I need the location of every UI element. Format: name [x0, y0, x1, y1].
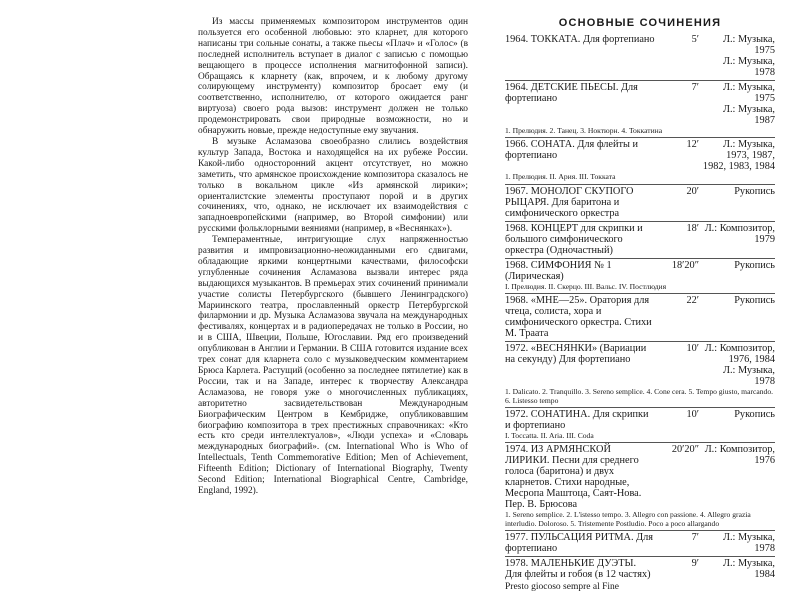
- article-paragraph: Темпераментные, интригующие слух напряженностью развития и импровизационно-неожиданными его сдвигами, обладающие яркими концертными качествами, философски углубленные сочинения Асламазова вызвали интерес ряда выдающихся музыкантов. В премьерах этих сочинений принимали участие солисты Петербургского (бывшего Ленинградского) Мариинского театра, прославленный оркестр Петербургской филармонии и др. Музыка Асламазова звучала на международных фестивалях, концертах и в радиопередачах не только в России, но и в США, Швеции, Польше, Югославии. Ряд его произведений опубликован в Англии и Германии. В США готовится издание всех трех сонат для кларнета соло с музыковедческим комментарием Брюса Карлета. Растущий (особенно за последнее пятилетие) как в России, так и на Западе, интерес к творчеству Александра Асламазова, не говоря уже о многочисленных публикациях, авторитетно засвидетельствован Международным Биографическим Центром в Кембридже, опубликовавшим биографию композитора в трех престижных справочниках: «Кто есть кто среди интеллектуалов», «Люди успеха» и «Словарь международных биографий». (см. International Who is Who of Intellectuals, Tenth Commemorative Edition; Men of Achievement, Fifteenth Edition; Dictionary of International Biography, Twenty Second Edition; International Biographical Centre, Cambridge, England, 1992).: [198, 235, 468, 496]
- article-paragraph: В музыке Асламазова своеобразно слились воздействия культур Запада, Востока и находящейся на их рубеже России. Какой-либо односторонний акцент отсутствует, но можно заметить, что армянское происхождение композитора сказалось не только в вокальном цикле «Из армянской лирики»; ориенталистские элементы проступают порой и в других сочинениях, что, однако, не исключает их взаимодействия с западноевропейскими (например, во Второй симфонии) или русскими фольклорными веяниями (например, в «Веснянках»).: [198, 136, 468, 235]
- work-publication: Л.: Музыка, 1978: [722, 532, 775, 555]
- work-entry: [505, 222, 775, 259]
- work-duration: 20′20″: [671, 444, 699, 456]
- works-title: ОСНОВНЫЕ СОЧИНЕНИЯ: [558, 17, 722, 29]
- work-duration: 22′: [686, 295, 699, 307]
- work-publication: Л.: Музыка, 1973, 1987, 1982, 1983, 1984: [702, 139, 775, 173]
- work-duration: 5′: [691, 34, 699, 45]
- work-duration: 18′: [686, 222, 699, 234]
- work-row: [505, 34, 775, 78]
- work-title: 1964. ДЕТСКИЕ ПЬЕСЫ. Для фортепиано: [505, 82, 638, 104]
- work-title: 1978. МАЛЕНЬКИЕ ДУЭТЫ. Для флейты и гобоя (в 12 частях): [505, 558, 651, 581]
- work-duration: 9′: [691, 558, 699, 570]
- work-entry: [505, 294, 775, 342]
- work-parts: 1. Sereno semplice. 2. L'istesso tempo. 3. Allegro con passione. 4. Allegro grazia interludio. Doloroso. 5. Tristemente Postludio. Poco a poco allargando: [505, 510, 751, 528]
- work-publication: Л.: Композитор, 1976: [704, 444, 775, 467]
- work-entry: [505, 557, 775, 582]
- article-text: [198, 17, 468, 497]
- work-row: [505, 343, 775, 387]
- work-publication: Рукопись: [734, 295, 775, 307]
- work-parts: 1. Прелюдия. II. Ария. III. Токката: [505, 172, 616, 182]
- work-duration: 7′: [691, 532, 699, 544]
- work-parts: I. Прелюдия. II. Скерцо. III. Вальс. IV. Постлюдия: [505, 281, 667, 291]
- work-title: 1968. КОНЦЕРТ для скрипки и большого симфонического оркестра (Одночастный): [505, 222, 643, 256]
- work-duration: 18′20″: [671, 259, 699, 271]
- work-entry: [505, 342, 775, 408]
- work-parts: 1. Прелюдия. 2. Танец. 3. Ноктюрн. 4. Токкатина: [505, 126, 663, 135]
- works-container: [505, 33, 775, 582]
- work-row: [505, 558, 775, 580]
- work-row: [505, 532, 775, 554]
- work-entry: [505, 185, 775, 222]
- work-row: [505, 82, 775, 126]
- work-title: 1968. «МНЕ—25». Оратория для чтеца, солиста, хора и симфонического оркестра. Стихи М. Траата: [505, 295, 652, 340]
- article-paragraph: Из массы применяемых композитором инструментов один пользуется его особенной любовью: это кларнет, для которого написаны три сольные сонаты, а также пьесы «Плач» и «Голос» (в последней исполнитель вступает в диалог с записью с помощью вещающего в процессе исполнения магнитофонной записи). Обращаясь к кларнету (как, впрочем, и к любому другому солирующему инструменту) композитор бросает ему (и соответственно, исполнителю, от которого ожидается ранг виртуоза) своего рода вызов: инструмент должен не только продемонстрировать свои природные возможности, но и обнаружить новые, прежде недоступные ему звучания.: [198, 17, 468, 137]
- work-publication: Л.: Композитор, 1979: [704, 222, 775, 245]
- work-row: [505, 409, 775, 431]
- work-publication: Л.: Музыка, 1975 Л.: Музыка, 1987: [722, 82, 775, 126]
- work-entry: [505, 81, 775, 138]
- work-row: [505, 444, 775, 510]
- work-parts: I. Toccatta. II. Aria. III. Coda: [505, 431, 594, 441]
- work-publication: Л.: Композитор, 1976, 1984 Л.: Музыка, 1978: [704, 343, 775, 388]
- work-entry: [505, 138, 775, 184]
- work-title: 1974. ИЗ АРМЯНСКОЙ ЛИРИКИ. Песни для среднего голоса (баритона) и двух кларнетов. Стихи народные, Месропа Маштоца, Саят-Нова. Пер. В. Брюсова: [505, 444, 642, 511]
- work-row: [505, 186, 775, 219]
- work-entry: [505, 33, 775, 81]
- work-row: [505, 295, 775, 339]
- work-duration: 12′: [686, 139, 699, 151]
- work-publication: Рукопись: [734, 409, 775, 421]
- work-entry: [505, 443, 775, 531]
- work-title: 1967. МОНОЛОГ СКУПОГО РЫЦАРЯ. Для баритона и симфонического оркестра: [505, 185, 634, 219]
- work-publication: Рукопись: [734, 259, 775, 271]
- work-entry: [505, 259, 775, 294]
- work-duration: 10′: [686, 409, 699, 421]
- work-title: 1977. ПУЛЬСАЦИЯ РИТМА. Для фортепиано: [505, 532, 654, 555]
- work-publication: Рукопись: [734, 185, 775, 197]
- work-publication: Л.: Музыка, 1975 Л.: Музыка, 1978: [722, 34, 775, 78]
- work-entry: [505, 408, 775, 443]
- work-duration: 10′: [686, 343, 699, 355]
- work-row: [505, 260, 775, 282]
- works-footer: Presto giocoso sempre al Fine: [505, 582, 619, 593]
- work-parts: 1. Dalicato. 2. Tranquillo. 3. Sereno semplice. 4. Cone cera. 5. Tempo giusto, marcando. 6. Listesso tempo: [505, 387, 774, 405]
- work-title: 1972. «ВЕСНЯНКИ» (Вариации на секунду) Для фортепиано: [505, 343, 647, 366]
- work-title: 1972. СОНАТИНА. Для скрипки и фортепиано: [505, 409, 649, 432]
- work-title: 1964. ТОККАТА. Для фортепиано: [505, 34, 655, 45]
- work-publication: Л.: Музыка, 1984: [722, 558, 775, 581]
- work-duration: 7′: [691, 82, 699, 93]
- work-entry: [505, 531, 775, 557]
- work-row: [505, 223, 775, 256]
- work-title: 1966. СОНАТА. Для флейты и фортепиано: [505, 139, 638, 162]
- work-title: 1968. СИМФОНИЯ № 1 (Лирическая): [505, 259, 612, 282]
- works-list: [505, 17, 775, 593]
- work-row: [505, 139, 775, 172]
- work-duration: 20′: [686, 185, 699, 197]
